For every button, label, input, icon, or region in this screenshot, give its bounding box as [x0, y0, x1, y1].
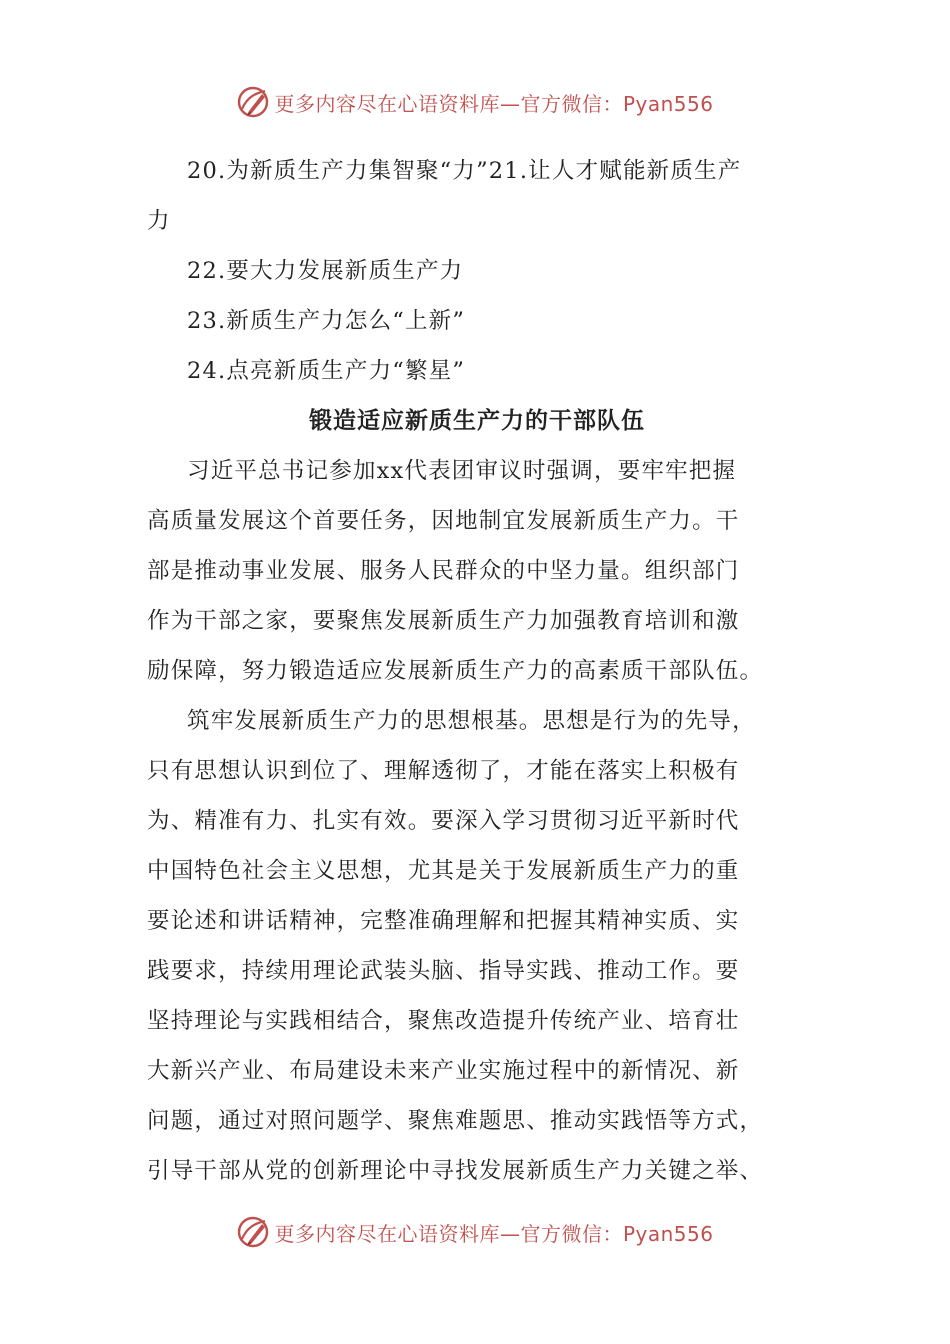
- paragraph-line: 问题，通过对照问题学、聚焦难题思、推动实践悟等方式，: [147, 1108, 764, 1134]
- list-item-24: 24.点亮新质生产力“繁星”: [187, 358, 466, 384]
- paragraph-line: 作为干部之家，要聚焦发展新质生产力加强教育培训和激: [147, 608, 740, 634]
- paragraph-line: 引导干部从党的创新理论中寻找发展新质生产力关键之举、: [147, 1158, 764, 1184]
- list-item-22: 22.要大力发展新质生产力: [187, 258, 464, 284]
- paragraph-line: 中国特色社会主义思想，尤其是关于发展新质生产力的重: [147, 858, 740, 884]
- list-item-23: 23.新质生产力怎么“上新”: [187, 308, 466, 334]
- paragraph-line: 筑牢发展新质生产力的思想根基。思想是行为的先导，: [187, 708, 756, 734]
- paragraph-line: 部是推动事业发展、服务人民群众的中坚力量。组织部门: [147, 558, 740, 584]
- paragraph-line: 为、精准有力、扎实有效。要深入学习贯彻习近平新时代: [147, 808, 740, 834]
- watermark-text: 更多内容尽在心语资料库—官方微信：Pyan556: [274, 91, 714, 116]
- list-item-20-21: 20.为新质生产力集智聚“力”21.让人才赋能新质生产: [187, 158, 742, 184]
- article-title: 锻造适应新质生产力的干部队伍: [309, 408, 645, 434]
- watermark-banner-top: [0, 80, 950, 124]
- paragraph-line: 要论述和讲话精神，完整准确理解和把握其精神实质、实: [147, 908, 740, 934]
- paragraph-line: 高质量发展这个首要任务，因地制宜发展新质生产力。干: [147, 508, 740, 534]
- paragraph-line: 践要求，持续用理论武装头脑、指导实践、推动工作。要: [147, 958, 740, 984]
- paragraph-line: 励保障，努力锻造适应发展新质生产力的高素质干部队伍。: [147, 658, 764, 684]
- paragraph-line: 只有思想认识到位了、理解透彻了，才能在落实上积极有: [147, 758, 740, 784]
- pen-logo-icon: [236, 1215, 270, 1249]
- paragraph-line: 坚持理论与实践相结合，聚焦改造提升传统产业、培育壮: [147, 1008, 740, 1034]
- pen-logo-icon: [236, 85, 270, 119]
- paragraph-1: [147, 446, 807, 696]
- list-item-21-continued: 力: [147, 208, 171, 234]
- watermark-banner-bottom: [0, 1210, 950, 1254]
- paragraph-2: [147, 696, 807, 1196]
- paragraph-line: 大新兴产业、布局建设未来产业实施过程中的新情况、新: [147, 1058, 740, 1084]
- watermark-text: 更多内容尽在心语资料库—官方微信：Pyan556: [274, 1221, 714, 1246]
- document-body: [147, 146, 807, 1196]
- paragraph-line: 习近平总书记参加xx代表团审议时强调，要牢牢把握: [187, 458, 737, 484]
